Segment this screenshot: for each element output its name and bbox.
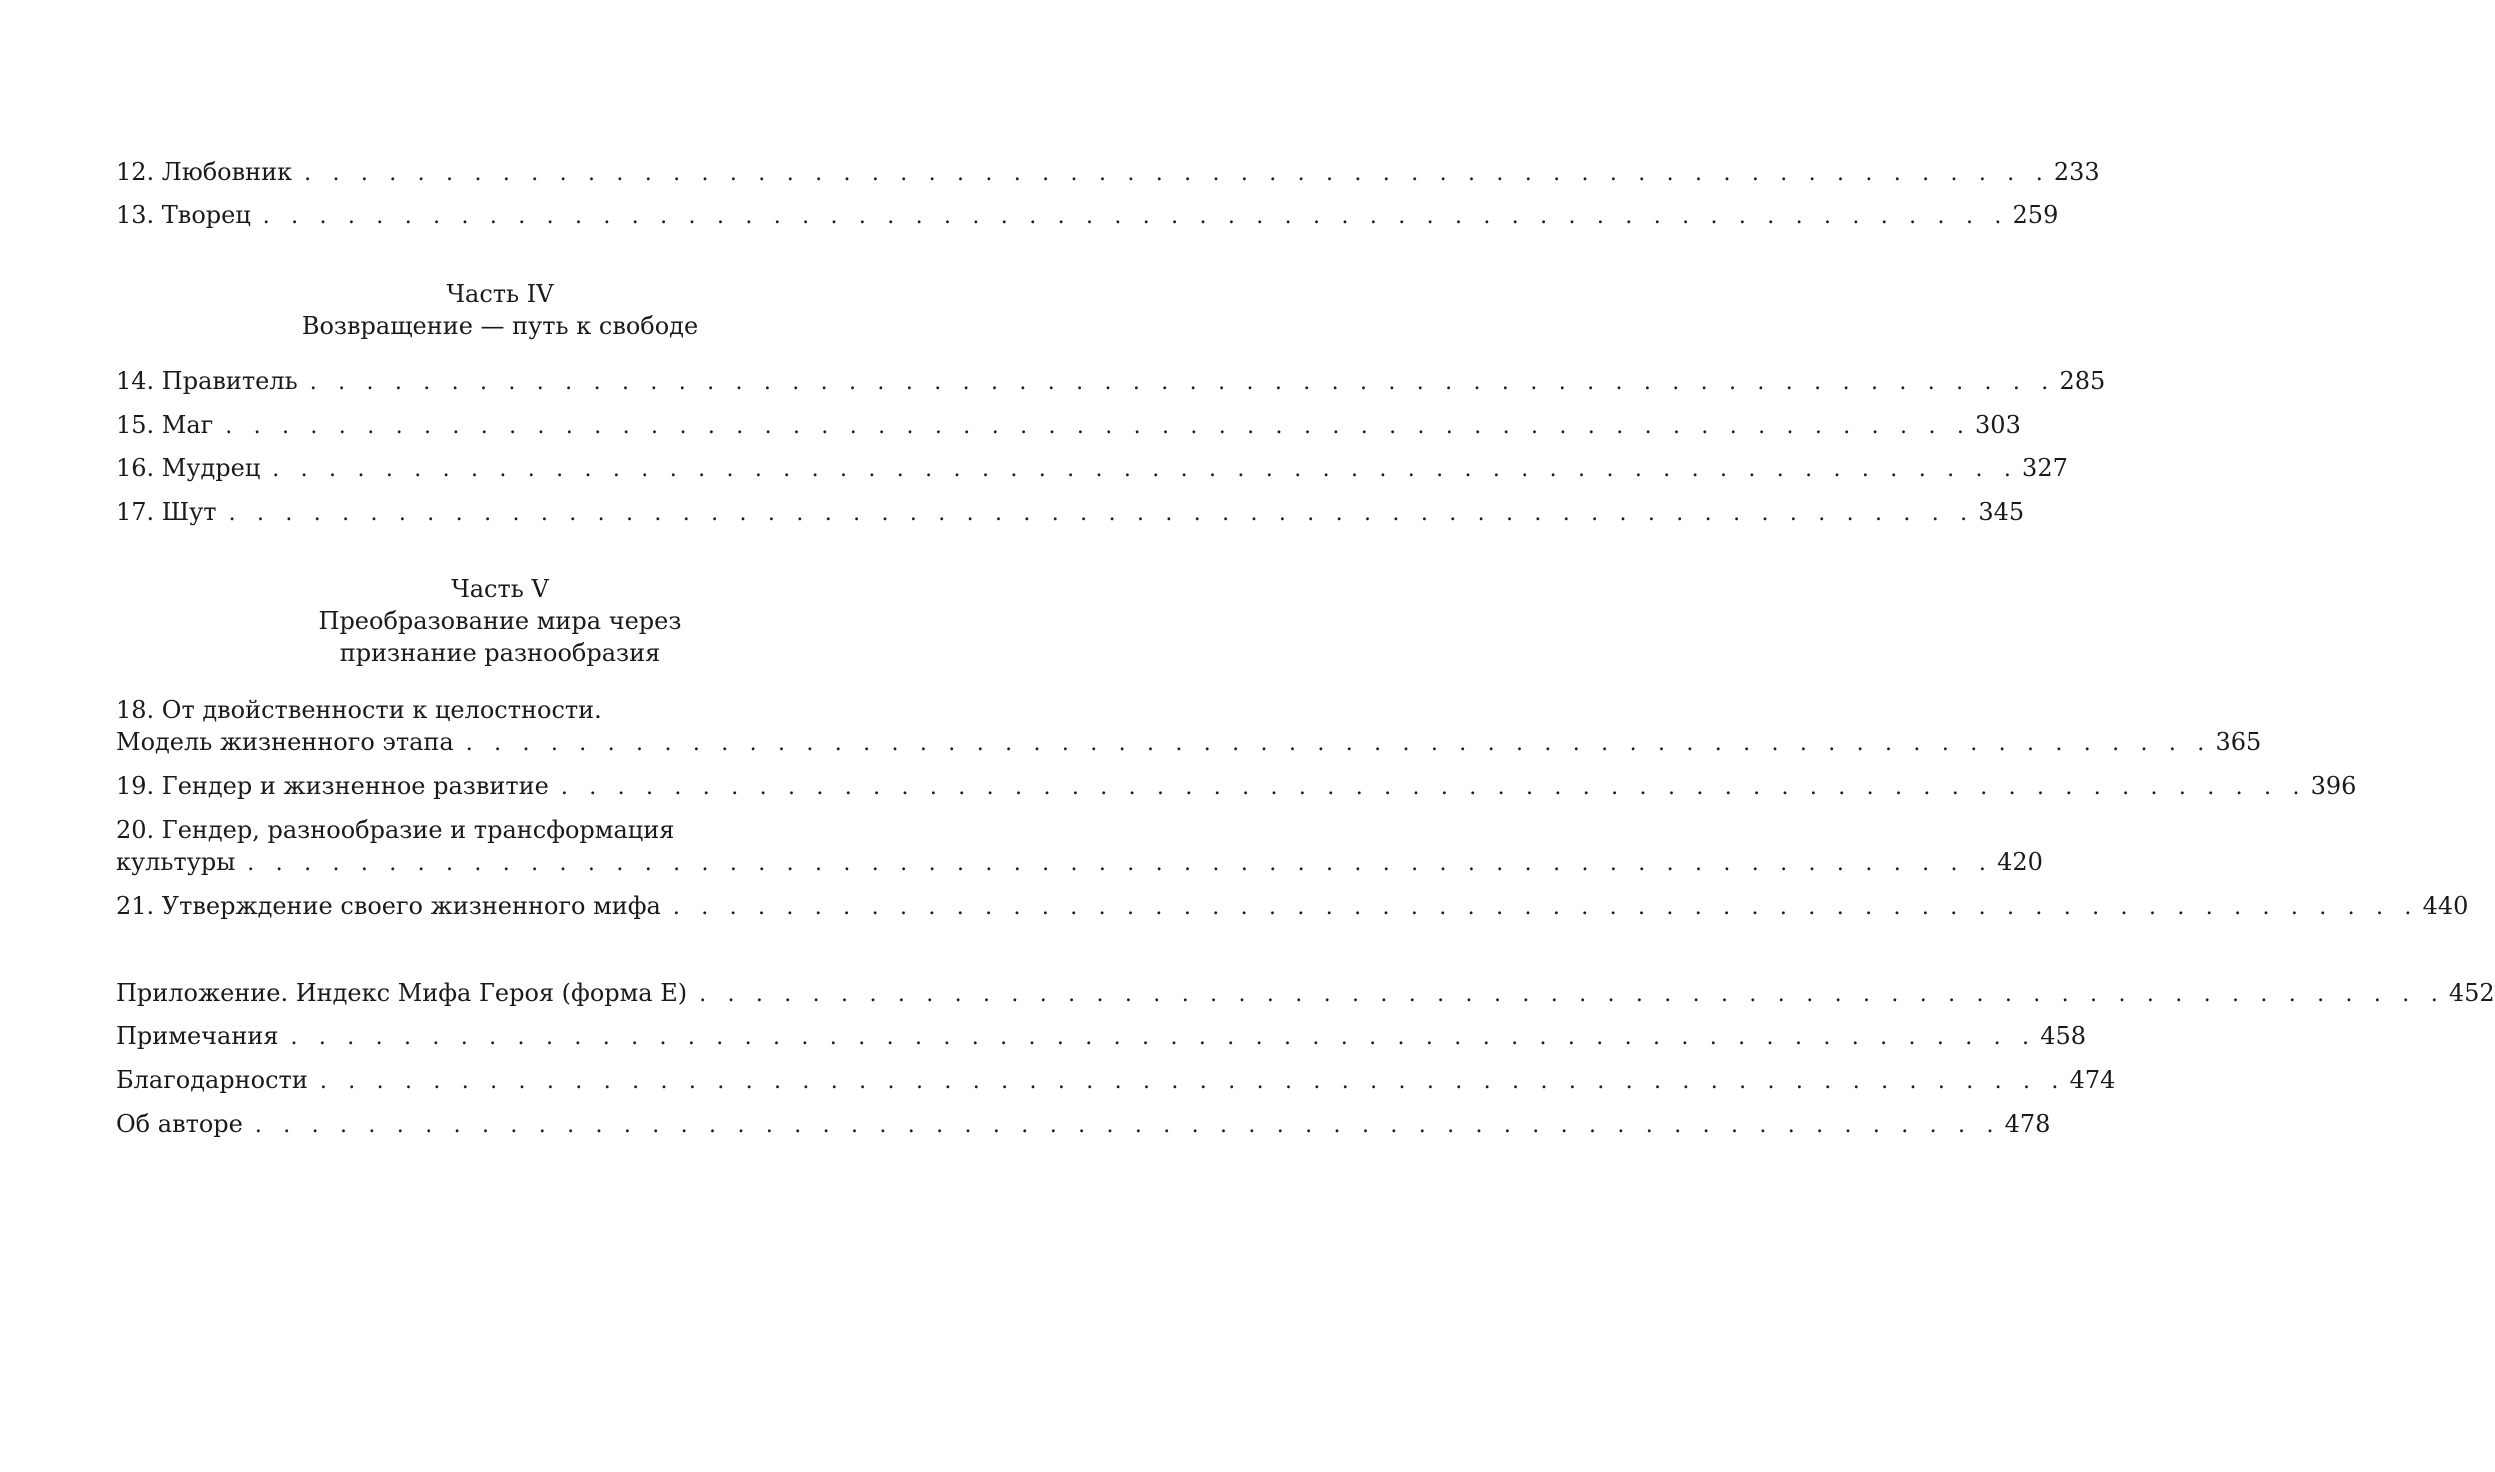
toc-entry-title: 13. Творец xyxy=(116,201,251,229)
dot-leader: . . . . . . . . . . . . . . . . . . . . . . . . . . . . . . . . . . . . . . . . . . . . . . . . . . . . . . . . . . . . . . xyxy=(228,501,1975,526)
toc-entry-15 xyxy=(116,409,2021,441)
toc-entry-21 xyxy=(116,890,2469,922)
toc-entry-title: 17. Шут xyxy=(116,498,217,526)
dot-leader: . . . . . . . . . . . . . . . . . . . . . . . . . . . . . . . . . . . . . . . . . . . . . . . . . . . . . . . . . . . . . . xyxy=(465,731,2212,756)
toc-entry-page: 327 xyxy=(2022,454,2068,482)
toc-entry-title: Приложение. Индекс Мифа Героя (форма E) xyxy=(116,979,688,1007)
toc-entry-18 xyxy=(116,694,2262,758)
toc-entry-page: 440 xyxy=(2422,892,2469,920)
toc-entry-title: Благодарности xyxy=(116,1066,308,1094)
part-v-heading xyxy=(0,573,1000,669)
toc-entry-page: 452 xyxy=(2448,979,2495,1007)
toc-entry-appendix xyxy=(116,977,2495,1009)
dot-leader: . . . . . . . . . . . . . . . . . . . . . . . . . . . . . . . . . . . . . . . . . . . . . . . . . . . . . . . . . . . . . . xyxy=(699,982,2445,1007)
toc-entry-page: 345 xyxy=(1978,498,2025,526)
toc-entry-page: 420 xyxy=(1997,848,2043,876)
toc-entry-page: 396 xyxy=(2310,772,2357,800)
toc-entry-12 xyxy=(116,156,2100,188)
toc-entry-13 xyxy=(116,199,2059,231)
toc-entry-page: 233 xyxy=(2053,158,2100,186)
toc-entry-14 xyxy=(116,365,2106,397)
toc-entry-about-author xyxy=(116,1108,2051,1140)
toc-entry-page: 303 xyxy=(1975,411,2021,439)
dot-leader: . . . . . . . . . . . . . . . . . . . . . . . . . . . . . . . . . . . . . . . . . . . . . . . . . . . . . . . . . . . . . . xyxy=(262,204,2009,229)
toc-entry-title: 19. Гендер и жизненное развитие xyxy=(116,772,549,800)
dot-leader: . . . . . . . . . . . . . . . . . . . . . . . . . . . . . . . . . . . . . . . . . . . . . . . . . . . . . . . . . . . . . . xyxy=(304,161,2050,186)
toc-entry-title: 16. Мудрец xyxy=(116,454,261,482)
toc-entry-19 xyxy=(116,770,2357,802)
toc-entry-title-line-1: 20. Гендер, разнообразие и трансформация xyxy=(116,816,675,844)
toc-entry-title: 21. Утверждение своего жизненного мифа xyxy=(116,892,661,920)
dot-leader: . . . . . . . . . . . . . . . . . . . . . . . . . . . . . . . . . . . . . . . . . . . . . . . . . . . . . . . . . . . . . . xyxy=(672,895,2419,920)
part-subtitle: Возвращение — путь к свободе xyxy=(301,312,699,340)
toc-entry-title: 14. Правитель xyxy=(116,367,298,395)
toc-entry-16 xyxy=(116,452,2068,484)
part-label: Часть IV xyxy=(446,280,554,308)
part-subtitle-line-1: Преобразование мира через xyxy=(318,607,682,635)
part-label: Часть V xyxy=(451,575,549,603)
toc-entry-title: 12. Любовник xyxy=(116,158,293,186)
part-iv-heading xyxy=(0,278,1000,342)
toc-entry-page: 285 xyxy=(2059,367,2106,395)
dot-leader: . . . . . . . . . . . . . . . . . . . . . . . . . . . . . . . . . . . . . . . . . . . . . . . . . . . . . . . . . . . . . . xyxy=(290,1025,2037,1050)
toc-entry-title: Модель жизненного этапа xyxy=(116,728,454,756)
toc-entry-page: 458 xyxy=(2040,1022,2087,1050)
toc-entry-title: культуры xyxy=(116,848,236,876)
toc-entry-acknowledgements xyxy=(116,1064,2116,1096)
toc-entry-page: 478 xyxy=(2004,1110,2051,1138)
toc-entry-20 xyxy=(116,814,2043,878)
toc-entry-page: 365 xyxy=(2215,728,2262,756)
toc-entry-page: 474 xyxy=(2069,1066,2116,1094)
toc-entry-title: Об авторе xyxy=(116,1110,243,1138)
dot-leader: . . . . . . . . . . . . . . . . . . . . . . . . . . . . . . . . . . . . . . . . . . . . . . . . . . . . . . . . . . . . . . xyxy=(225,414,1972,439)
dot-leader: . . . . . . . . . . . . . . . . . . . . . . . . . . . . . . . . . . . . . . . . . . . . . . . . . . . . . . . . . . . . . . xyxy=(272,457,2019,482)
dot-leader: . . . . . . . . . . . . . . . . . . . . . . . . . . . . . . . . . . . . . . . . . . . . . . . . . . . . . . . . . . . . . . xyxy=(319,1069,2066,1094)
dot-leader: . . . . . . . . . . . . . . . . . . . . . . . . . . . . . . . . . . . . . . . . . . . . . . . . . . . . . . . . . . . . . . xyxy=(247,851,1994,876)
toc-entry-title-line-1: 18. От двойственности к целостности. xyxy=(116,696,602,724)
part-subtitle-line-2: признание разнообразия xyxy=(339,639,661,667)
toc-entry-title: Примечания xyxy=(116,1022,279,1050)
toc-entry-notes xyxy=(116,1020,2087,1052)
dot-leader: . . . . . . . . . . . . . . . . . . . . . . . . . . . . . . . . . . . . . . . . . . . . . . . . . . . . . . . . . . . . . . xyxy=(309,370,2056,395)
toc-entry-page: 259 xyxy=(2012,201,2059,229)
toc-entry-title: 15. Маг xyxy=(116,411,214,439)
toc-entry-17 xyxy=(116,496,2025,528)
dot-leader: . . . . . . . . . . . . . . . . . . . . . . . . . . . . . . . . . . . . . . . . . . . . . . . . . . . . . . . . . . . . . . xyxy=(560,775,2307,800)
dot-leader: . . . . . . . . . . . . . . . . . . . . . . . . . . . . . . . . . . . . . . . . . . . . . . . . . . . . . . . . . . . . . . xyxy=(254,1113,2001,1138)
